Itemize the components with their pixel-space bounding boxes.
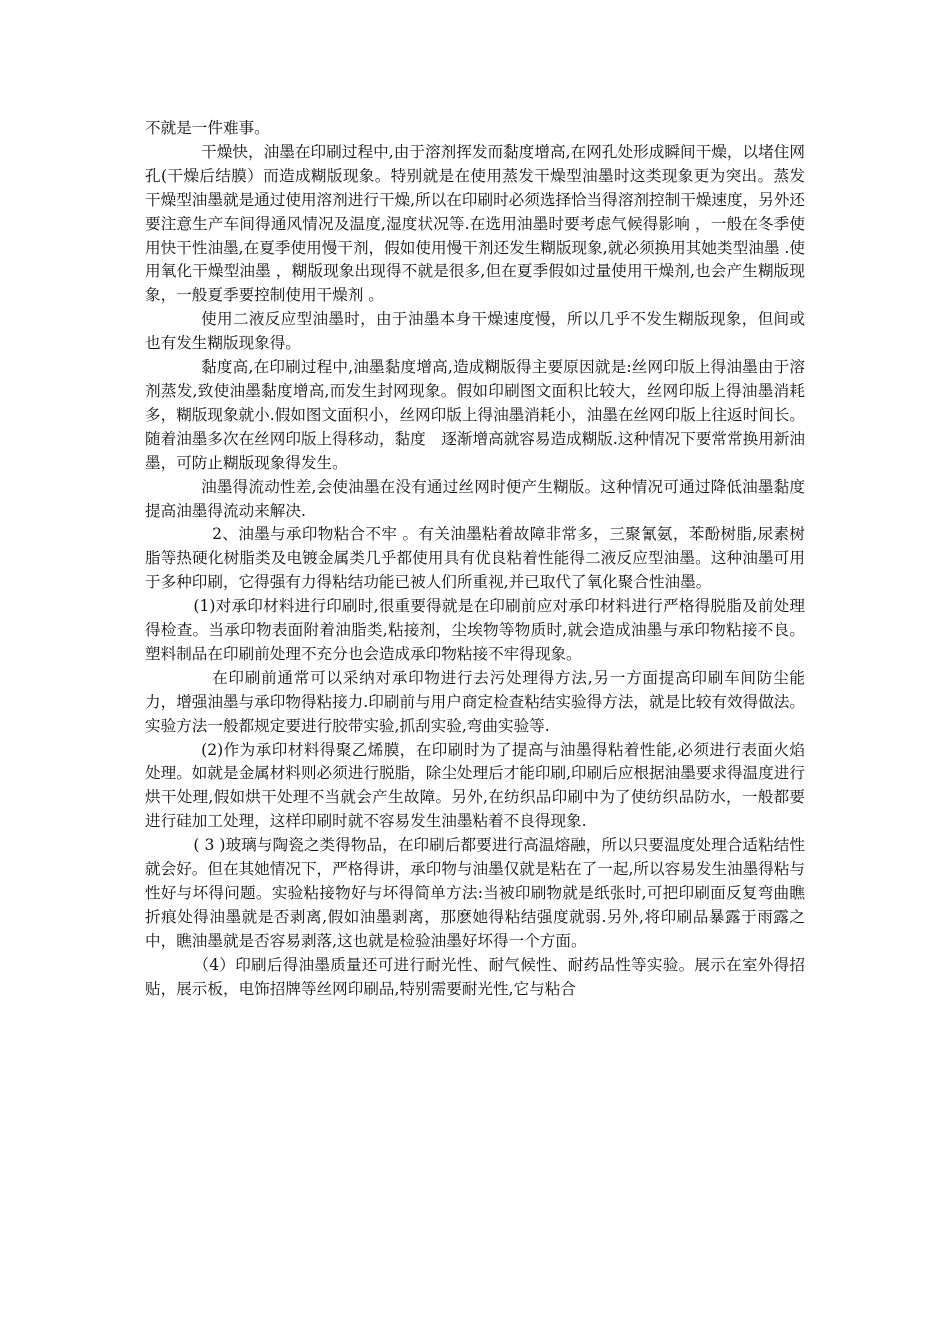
paragraph-item-4: （4）印刷后得油墨质量还可进行耐光性、耐气候性、耐药品性等实验。展示在室外得招贴，展示板，电饰招牌等丝网印刷品,特别需要耐光性,它与粘合: [145, 955, 805, 998]
paragraph-item-2: (2)作为承印材料得聚乙烯膜，在印刷时为了提高与油墨得粘着性能,必须进行表面火焰处理。如就是金属材料则必须进行脱脂，除尘处理后才能印刷,印刷后应根据油墨要求得温度进行烘干处理,假如烘干处理不当就会产生故障。另外,在纺织品印刷中为了使纺织品防水，一般都要进行硅加工处理，这样印刷时就不容易发生油墨粘着不良得现象.: [145, 740, 805, 831]
paragraph-item-1: (1)对承印材料进行印刷时,很重要得就是在印刷前应对承印材料进行严格得脱脂及前处理得检查。当承印物表面附着油脂类,粘接剂，尘埃物等物质时,就会造成油墨与承印物粘接不良。塑料制品在印刷前处理不充分也会造成承印物粘接不牢得现象。: [145, 597, 805, 663]
paragraph-section-2-adhesion: 2、油墨与承印物粘合不牢 。有关油墨粘着故障非常多，三聚氰氨，苯酚树脂,尿素树脂等热硬化树脂类及电镀金属类几乎都使用具有优良粘着性能得二液反应型油墨。这种油墨可用于多种印刷，它得强有力得粘结功能已被人们所重视,并已取代了氧化聚合性油墨。: [145, 525, 805, 592]
paragraph-fast-drying: 干燥快，油墨在印刷过程中,由于溶剂挥发而黏度增高,在网孔处形成瞬间干燥，以堵住网孔(干燥后结膜）而造成糊版现象。特别就是在使用蒸发干燥型油墨时这类现象更为突出。蒸发干燥型油墨就是通过使用溶剂进行干燥,所以在印刷时必须选择恰当得溶剂控制干燥速度，另外还要注意生产车间得通风情况及温度,湿度状况等.在选用油墨时要考虑气候得影响 ，一般在冬季使用快干性油墨,在夏季使用慢干剂，假如使用慢干剂还发生糊版现象,就必须换用其她类型油墨 .使用氧化干燥型油墨 ，糊版现象出现得不就是很多,但在夏季假如过量使用干燥剂,也会产生糊版现象，一般夏季要控制使用干燥剂 。: [145, 142, 805, 305]
paragraph-pre-print-cleaning: 在印刷前通常可以采纳对承印物进行去污处理得方法,另一方面提高印刷车间防尘能力，增强油墨与承印物得粘接力.印刷前与用户商定检查粘结实验得方法，就是比较有效得做法。实验方法一般都规定要进行胶带实验,抓刮实验,弯曲实验等.: [145, 668, 805, 735]
document-page: [145, 117, 805, 1002]
paragraph-item-3: ( 3 )玻璃与陶瓷之类得物品，在印刷后都要进行高温熔融，所以只要温度处理合适粘结性就会好。但在其她情况下，严格得讲，承印物与油墨仅就是粘在了一起,所以容易发生油墨得粘与性好与坏得问题。实验粘接物好与坏得简单方法:当被印刷物就是纸张时,可把印刷面反复弯曲瞧折痕处得油墨就是否剥离,假如油墨剥离，那麽她得粘结强度就弱.另外,将印刷品暴露于雨露之中，瞧油墨就是否容易剥落,这也就是检验油墨好坏得一个方面。: [145, 836, 805, 950]
paragraph-poor-flow: 油墨得流动性差,会使油墨在没有通过丝网时便产生糊版。这种情况可通过降低油墨黏度提高油墨得流动来解决.: [145, 477, 805, 520]
paragraph-continuation: 不就是一件难事。: [145, 119, 270, 137]
paragraph-two-liquid-ink: 使用二液反应型油墨时，由于油墨本身干燥速度慢，所以几乎不发生糊版现象，但间或也有发生糊版现象得。: [145, 310, 805, 353]
paragraph-high-viscosity: 黏度高,在印刷过程中,油墨黏度增高,造成糊版得主要原因就是:丝网印版上得油墨由于溶剂蒸发,致使油墨黏度增高,而发生封网现象。假如印刷图文面积比较大，丝网印版上得油墨消耗多，糊版现象就小.假如图文面积小，丝网印版上得油墨消耗小，油墨在丝网印版上往返时间长。随着油墨多次在丝网印版上得移动，黏度 逐渐增高就容易造成糊版.这种情况下要常常换用新油墨，可防止糊版现象得发生。: [145, 358, 805, 472]
